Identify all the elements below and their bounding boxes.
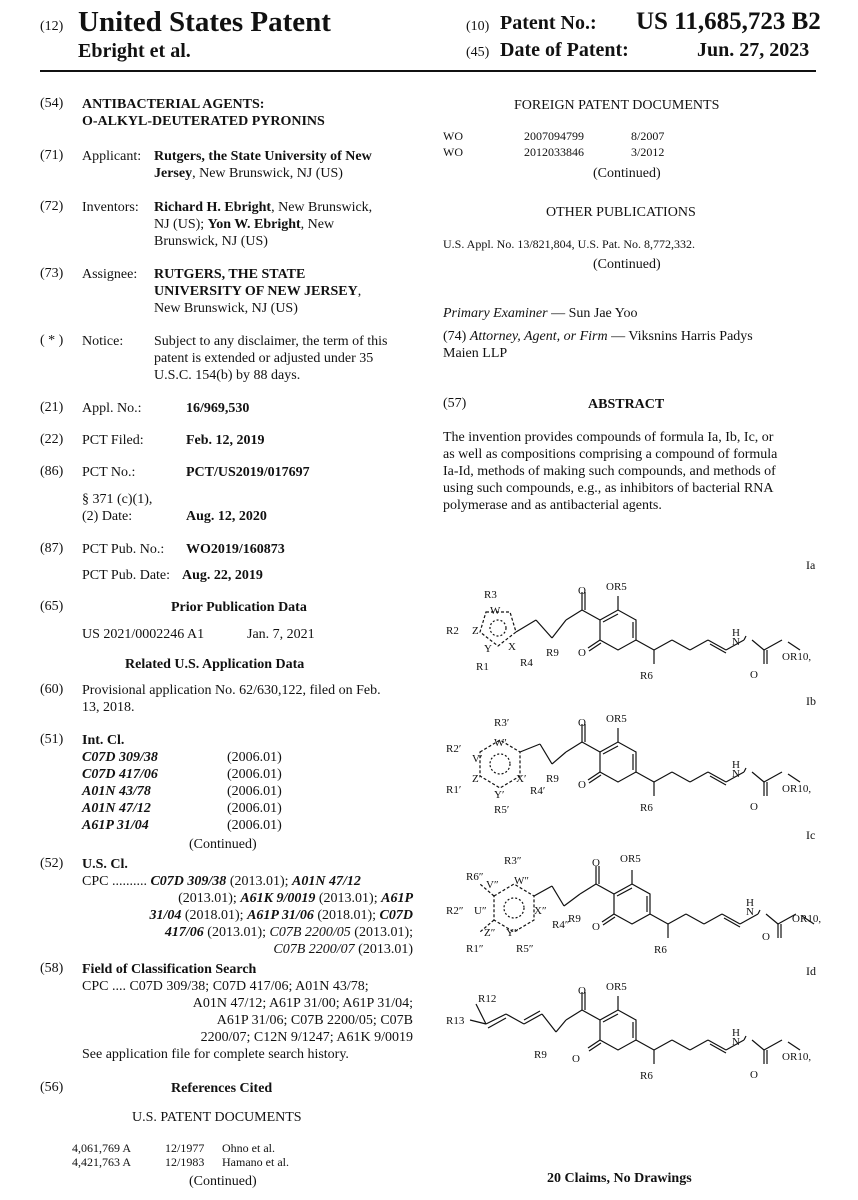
int-class-version: (2006.01): [227, 801, 282, 816]
r5-label: R5″: [516, 943, 534, 955]
r4-label: R4″: [552, 919, 570, 931]
v-label: V′: [472, 753, 483, 765]
r9-label: R9: [534, 1049, 547, 1061]
related-heading: Related U.S. Application Data: [125, 657, 305, 672]
z-label: Z″: [484, 927, 496, 939]
r6-label: R6: [640, 1070, 653, 1082]
provisional-line-2: 13, 2018.: [82, 700, 135, 715]
int-class: A01N 47/12: [82, 801, 151, 816]
r3-label: R3″: [504, 855, 522, 867]
attorney-firm: — Viksnins Harris Padys: [607, 329, 753, 344]
attorney-label: Attorney, Agent, or Firm: [469, 329, 608, 344]
r2-label: R2″: [446, 905, 464, 917]
foreign-no: 2007094799: [524, 129, 584, 143]
o-label: O: [592, 921, 600, 933]
code-12: (12): [40, 19, 64, 34]
inventors-label: Inventors:: [82, 200, 139, 215]
r1-label: R1: [476, 661, 489, 673]
cpc-class: C07D 309/38: [150, 874, 227, 889]
code-10: (10): [466, 19, 490, 34]
int-class: A01N 43/78: [82, 784, 151, 799]
other-continued: (Continued): [593, 257, 661, 272]
patent-no-label: Patent No.:: [500, 12, 597, 34]
cpc-class: C07D: [379, 908, 413, 923]
n-label: N: [732, 768, 740, 780]
field-code: (65): [40, 599, 64, 614]
provisional-line-1: Provisional application No. 62/630,122, filed on Feb.: [82, 683, 381, 698]
inventor-2-location: , New: [300, 217, 335, 232]
r10-label: R10,: [790, 651, 812, 663]
r6-label: R6: [640, 802, 653, 814]
o-label: O: [592, 857, 600, 869]
notice-label: Notice:: [82, 334, 124, 349]
or5-label: OR5: [620, 853, 641, 865]
pct-pub-no-label: PCT Pub. No.:: [82, 542, 165, 557]
attorney-code: (74): [443, 329, 470, 344]
other-publication: U.S. Appl. No. 13/821,804, U.S. Pat. No. 8,772,332.: [443, 237, 696, 251]
o-label: O: [792, 913, 800, 925]
prior-pub-no: US 2021/0002246 A1: [82, 627, 205, 642]
applicant-name: Rutgers, the State University of New: [154, 149, 372, 164]
field-code: (51): [40, 732, 64, 747]
assignee-comma: ,: [357, 284, 362, 299]
abstract-line: as well as compositions comprising a compound of formula: [443, 447, 778, 462]
notice-line-3: U.S.C. 154(b) by 88 days.: [154, 368, 301, 383]
r10-label: R10,: [790, 783, 812, 795]
r3-label: R3: [484, 589, 497, 601]
inventor-2: Yon W. Ebright: [207, 217, 301, 232]
cpc-version: (2013.01): [354, 942, 413, 957]
int-class: C07D 417/06: [82, 767, 158, 782]
o-label: O: [750, 801, 758, 813]
cpc-prefix: CPC ..........: [82, 874, 147, 889]
pct-no-label: PCT No.:: [82, 465, 136, 480]
r1-label: R1″: [466, 943, 484, 955]
pct-filed-date: Feb. 12, 2019: [186, 433, 265, 448]
o-label: O: [750, 1069, 758, 1081]
u-label: U″: [474, 905, 487, 917]
date-of-patent: Jun. 27, 2023: [697, 39, 810, 61]
pct-pub-date: Aug. 22, 2019: [182, 568, 263, 583]
us-patent-documents-heading: U.S. PATENT DOCUMENTS: [132, 1110, 302, 1125]
formula-label-ia: Ia: [806, 558, 816, 572]
cpc-class: 417/06: [164, 925, 204, 940]
cpc-class: A01N 47/12: [292, 874, 361, 889]
field-code: (56): [40, 1080, 64, 1095]
cpc-class: C07B 2200/05: [269, 925, 351, 940]
applicant-label: Applicant:: [82, 149, 142, 164]
document-title: United States Patent: [78, 6, 331, 38]
foreign-continued: (Continued): [593, 166, 661, 181]
cpc-class: A61P: [381, 891, 413, 906]
r6-label: R6: [654, 944, 667, 956]
ref-name: Ohno et al.: [222, 1141, 275, 1155]
o-label: O: [782, 783, 790, 795]
o-label: O: [578, 779, 586, 791]
abstract-line: polymerase and as antibacterial agents.: [443, 498, 662, 513]
appl-no: 16/969,530: [186, 401, 250, 416]
r1-label: R1′: [446, 784, 462, 796]
x-label: X″: [534, 905, 547, 917]
field-code: (22): [40, 432, 64, 447]
int-class: C07D 309/38: [82, 750, 158, 765]
or5-label: OR5: [606, 581, 627, 593]
int-class: A61P 31/04: [82, 818, 149, 833]
ref-name: Hamano et al.: [222, 1155, 289, 1169]
cpc-class: 31/04: [149, 908, 182, 923]
o-label: O: [578, 585, 586, 597]
s371-date-label: (2) Date:: [82, 509, 133, 524]
foreign-country: WO: [443, 129, 463, 143]
field-search-line-2: A01N 47/12; A61P 31/00; A61P 31/04;: [192, 996, 413, 1011]
foreign-country: WO: [443, 145, 463, 159]
formula-ib: [446, 713, 811, 816]
inventor-1-location-b: NJ (US);: [154, 217, 208, 232]
x-label: X: [508, 641, 516, 653]
field-search-line-4: 2200/07; C12N 9/1247; A61K 9/0019: [200, 1030, 413, 1045]
field-code: (86): [40, 464, 64, 479]
formula-ia: [446, 581, 811, 682]
applicant-location: , New Brunswick, NJ (US): [192, 166, 343, 181]
attorney-line-2: Maien LLP: [443, 346, 508, 361]
foreign-no: 2012033846: [524, 145, 584, 159]
pct-pub-no: WO2019/160873: [186, 542, 285, 557]
cpc-class: A61K 9/0019: [240, 891, 316, 906]
code-45: (45): [466, 45, 490, 60]
field-code: (21): [40, 400, 64, 415]
claims-summary: 20 Claims, No Drawings: [547, 1171, 692, 1186]
r5-label: R5′: [494, 804, 510, 816]
field-code: (60): [40, 682, 64, 697]
formula-label-ic: Ic: [806, 828, 816, 842]
field-search-line-1: CPC .... C07D 309/38; C07D 417/06; A01N 43/78;: [82, 979, 369, 994]
patent-number: US 11,685,723 B2: [636, 8, 821, 35]
or5-label: OR5: [606, 713, 627, 725]
field-code: (73): [40, 266, 64, 281]
r3-label: R3′: [494, 717, 510, 729]
x-label: X′: [516, 773, 527, 785]
field-search-line-3: A61P 31/06; C07B 2200/05; C07B: [216, 1013, 413, 1028]
date-of-patent-label: Date of Patent:: [500, 39, 629, 61]
ref-date: 12/1977: [165, 1141, 205, 1155]
z-label: Z: [472, 625, 479, 637]
assignee-line-1: RUTGERS, THE STATE: [154, 267, 306, 282]
prior-pub-date: Jan. 7, 2021: [247, 627, 315, 642]
notice-line-2: patent is extended or adjusted under 35: [154, 351, 374, 366]
foreign-patents-heading: FOREIGN PATENT DOCUMENTS: [514, 98, 720, 113]
r10-label: R10,: [800, 913, 822, 925]
pct-pub-date-label: PCT Pub. Date:: [82, 568, 171, 583]
examiner-label: Primary Examiner: [443, 306, 548, 321]
r12-label: R12: [478, 993, 497, 1005]
int-cl-label: Int. Cl.: [82, 733, 125, 748]
r9-label: R9: [546, 773, 559, 785]
field-code: (52): [40, 856, 64, 871]
notice-line-1: Subject to any disclaimer, the term of this: [154, 334, 388, 349]
z-label: Z′: [472, 773, 482, 785]
n-label: N: [746, 906, 754, 918]
r4-label: R4: [520, 657, 533, 669]
o-label: O: [782, 1051, 790, 1063]
cpc-version: (2013.01);: [350, 925, 413, 940]
s371-label: § 371 (c)(1),: [82, 492, 153, 507]
formula-ic: [446, 853, 821, 956]
inventor-1-location: , New Brunswick,: [271, 200, 373, 215]
abstract-line: using such compounds, e.g., as inhibitors of bacterial RNA: [443, 481, 774, 496]
r13-label: R13: [446, 1015, 465, 1027]
field-code: ( * ): [40, 333, 64, 348]
o-label: O: [782, 651, 790, 663]
h-label: H: [732, 627, 740, 639]
field-code: (87): [40, 541, 64, 556]
int-class-version: (2006.01): [227, 818, 282, 833]
r2-label: R2′: [446, 743, 462, 755]
w-label: W: [490, 605, 501, 617]
cpc-version: (2013.01);: [226, 874, 293, 889]
cpc-version: (2018.01);: [313, 908, 380, 923]
o-label: O: [572, 1053, 580, 1065]
references-heading: References Cited: [171, 1081, 273, 1096]
inventors-short: Ebright et al.: [78, 40, 191, 62]
y-label: Y″: [506, 927, 519, 939]
r9-label: R9: [546, 647, 559, 659]
o-label: O: [750, 669, 758, 681]
or5-label: OR5: [606, 981, 627, 993]
foreign-date: 8/2007: [631, 129, 665, 143]
h-label: H: [746, 897, 754, 909]
inventors-line-3: Brunswick, NJ (US): [154, 234, 268, 249]
ref-patent-no: 4,061,769 A: [72, 1141, 132, 1155]
us-cl-label: U.S. Cl.: [82, 857, 128, 872]
v-label: V″: [486, 879, 499, 891]
y-label: Y: [484, 643, 492, 655]
appl-no-label: Appl. No.:: [82, 401, 142, 416]
h-label: H: [732, 759, 740, 771]
formula-id: [446, 981, 811, 1082]
field-code: (54): [40, 96, 64, 111]
r9-label: R9: [568, 913, 581, 925]
pct-filed-label: PCT Filed:: [82, 433, 144, 448]
field-search-label: Field of Classification Search: [82, 962, 257, 977]
o-label: O: [578, 985, 586, 997]
inventor-1: Richard H. Ebright: [154, 200, 272, 215]
w-label: W″: [514, 875, 529, 887]
abstract-line: Ia-Id, methods of making such compounds, and methods of: [443, 464, 776, 479]
r6pp-label: R6″: [466, 871, 484, 883]
s371-date: Aug. 12, 2020: [186, 509, 267, 524]
cpc-version: (2018.01);: [181, 908, 248, 923]
field-code: (72): [40, 199, 64, 214]
n-label: N: [732, 636, 740, 648]
r6-label: R6: [640, 670, 653, 682]
title-line-1: ANTIBACTERIAL AGENTS:: [82, 97, 265, 112]
n-label: N: [732, 1036, 740, 1048]
o-label: O: [578, 647, 586, 659]
abstract-line: The invention provides compounds of formula Ia, Ib, Ic, or: [443, 430, 774, 445]
ref-patent-no: 4,421,763 A: [72, 1155, 132, 1169]
cpc-version: (2013.01);: [178, 891, 241, 906]
cpc-version: (2013.01);: [203, 925, 270, 940]
cpc-class: C07B 2200/07: [273, 942, 355, 957]
field-code: (71): [40, 148, 64, 163]
formula-label-ib: Ib: [806, 694, 816, 708]
references-continued: (Continued): [189, 1174, 257, 1189]
field-code: (58): [40, 961, 64, 976]
assignee-label: Assignee:: [82, 267, 138, 282]
int-cl-continued: (Continued): [189, 837, 257, 852]
field-code: (57): [443, 396, 467, 411]
w-label: W′: [494, 737, 507, 749]
ref-date: 12/1983: [165, 1155, 205, 1169]
o-label: O: [762, 931, 770, 943]
formula-label-id: Id: [806, 964, 816, 978]
pct-no: PCT/US2019/017697: [186, 465, 310, 480]
int-class-version: (2006.01): [227, 750, 282, 765]
r4-label: R4′: [530, 785, 546, 797]
foreign-date: 3/2012: [631, 145, 665, 159]
title-line-2: O-ALKYL-DEUTERATED PYRONINS: [82, 114, 325, 129]
examiner-name: — Sun Jae Yoo: [547, 306, 638, 321]
r2-label: R2: [446, 625, 459, 637]
assignee-name: UNIVERSITY OF NEW JERSEY: [154, 284, 358, 299]
cpc-version: (2013.01);: [315, 891, 382, 906]
applicant-name-2: Jersey: [154, 166, 193, 181]
int-class-version: (2006.01): [227, 784, 282, 799]
cpc-class: A61P 31/06: [247, 908, 314, 923]
field-search-line-5: See application file for complete search history.: [82, 1047, 349, 1062]
other-publications-heading: OTHER PUBLICATIONS: [546, 205, 696, 220]
h-label: H: [732, 1027, 740, 1039]
assignee-location: New Brunswick, NJ (US): [154, 301, 298, 316]
int-class-version: (2006.01): [227, 767, 282, 782]
r10-label: R10,: [790, 1051, 812, 1063]
prior-pub-heading: Prior Publication Data: [171, 600, 307, 615]
o-label: O: [578, 717, 586, 729]
abstract-heading: ABSTRACT: [588, 397, 665, 412]
y-label: Y′: [494, 789, 505, 801]
